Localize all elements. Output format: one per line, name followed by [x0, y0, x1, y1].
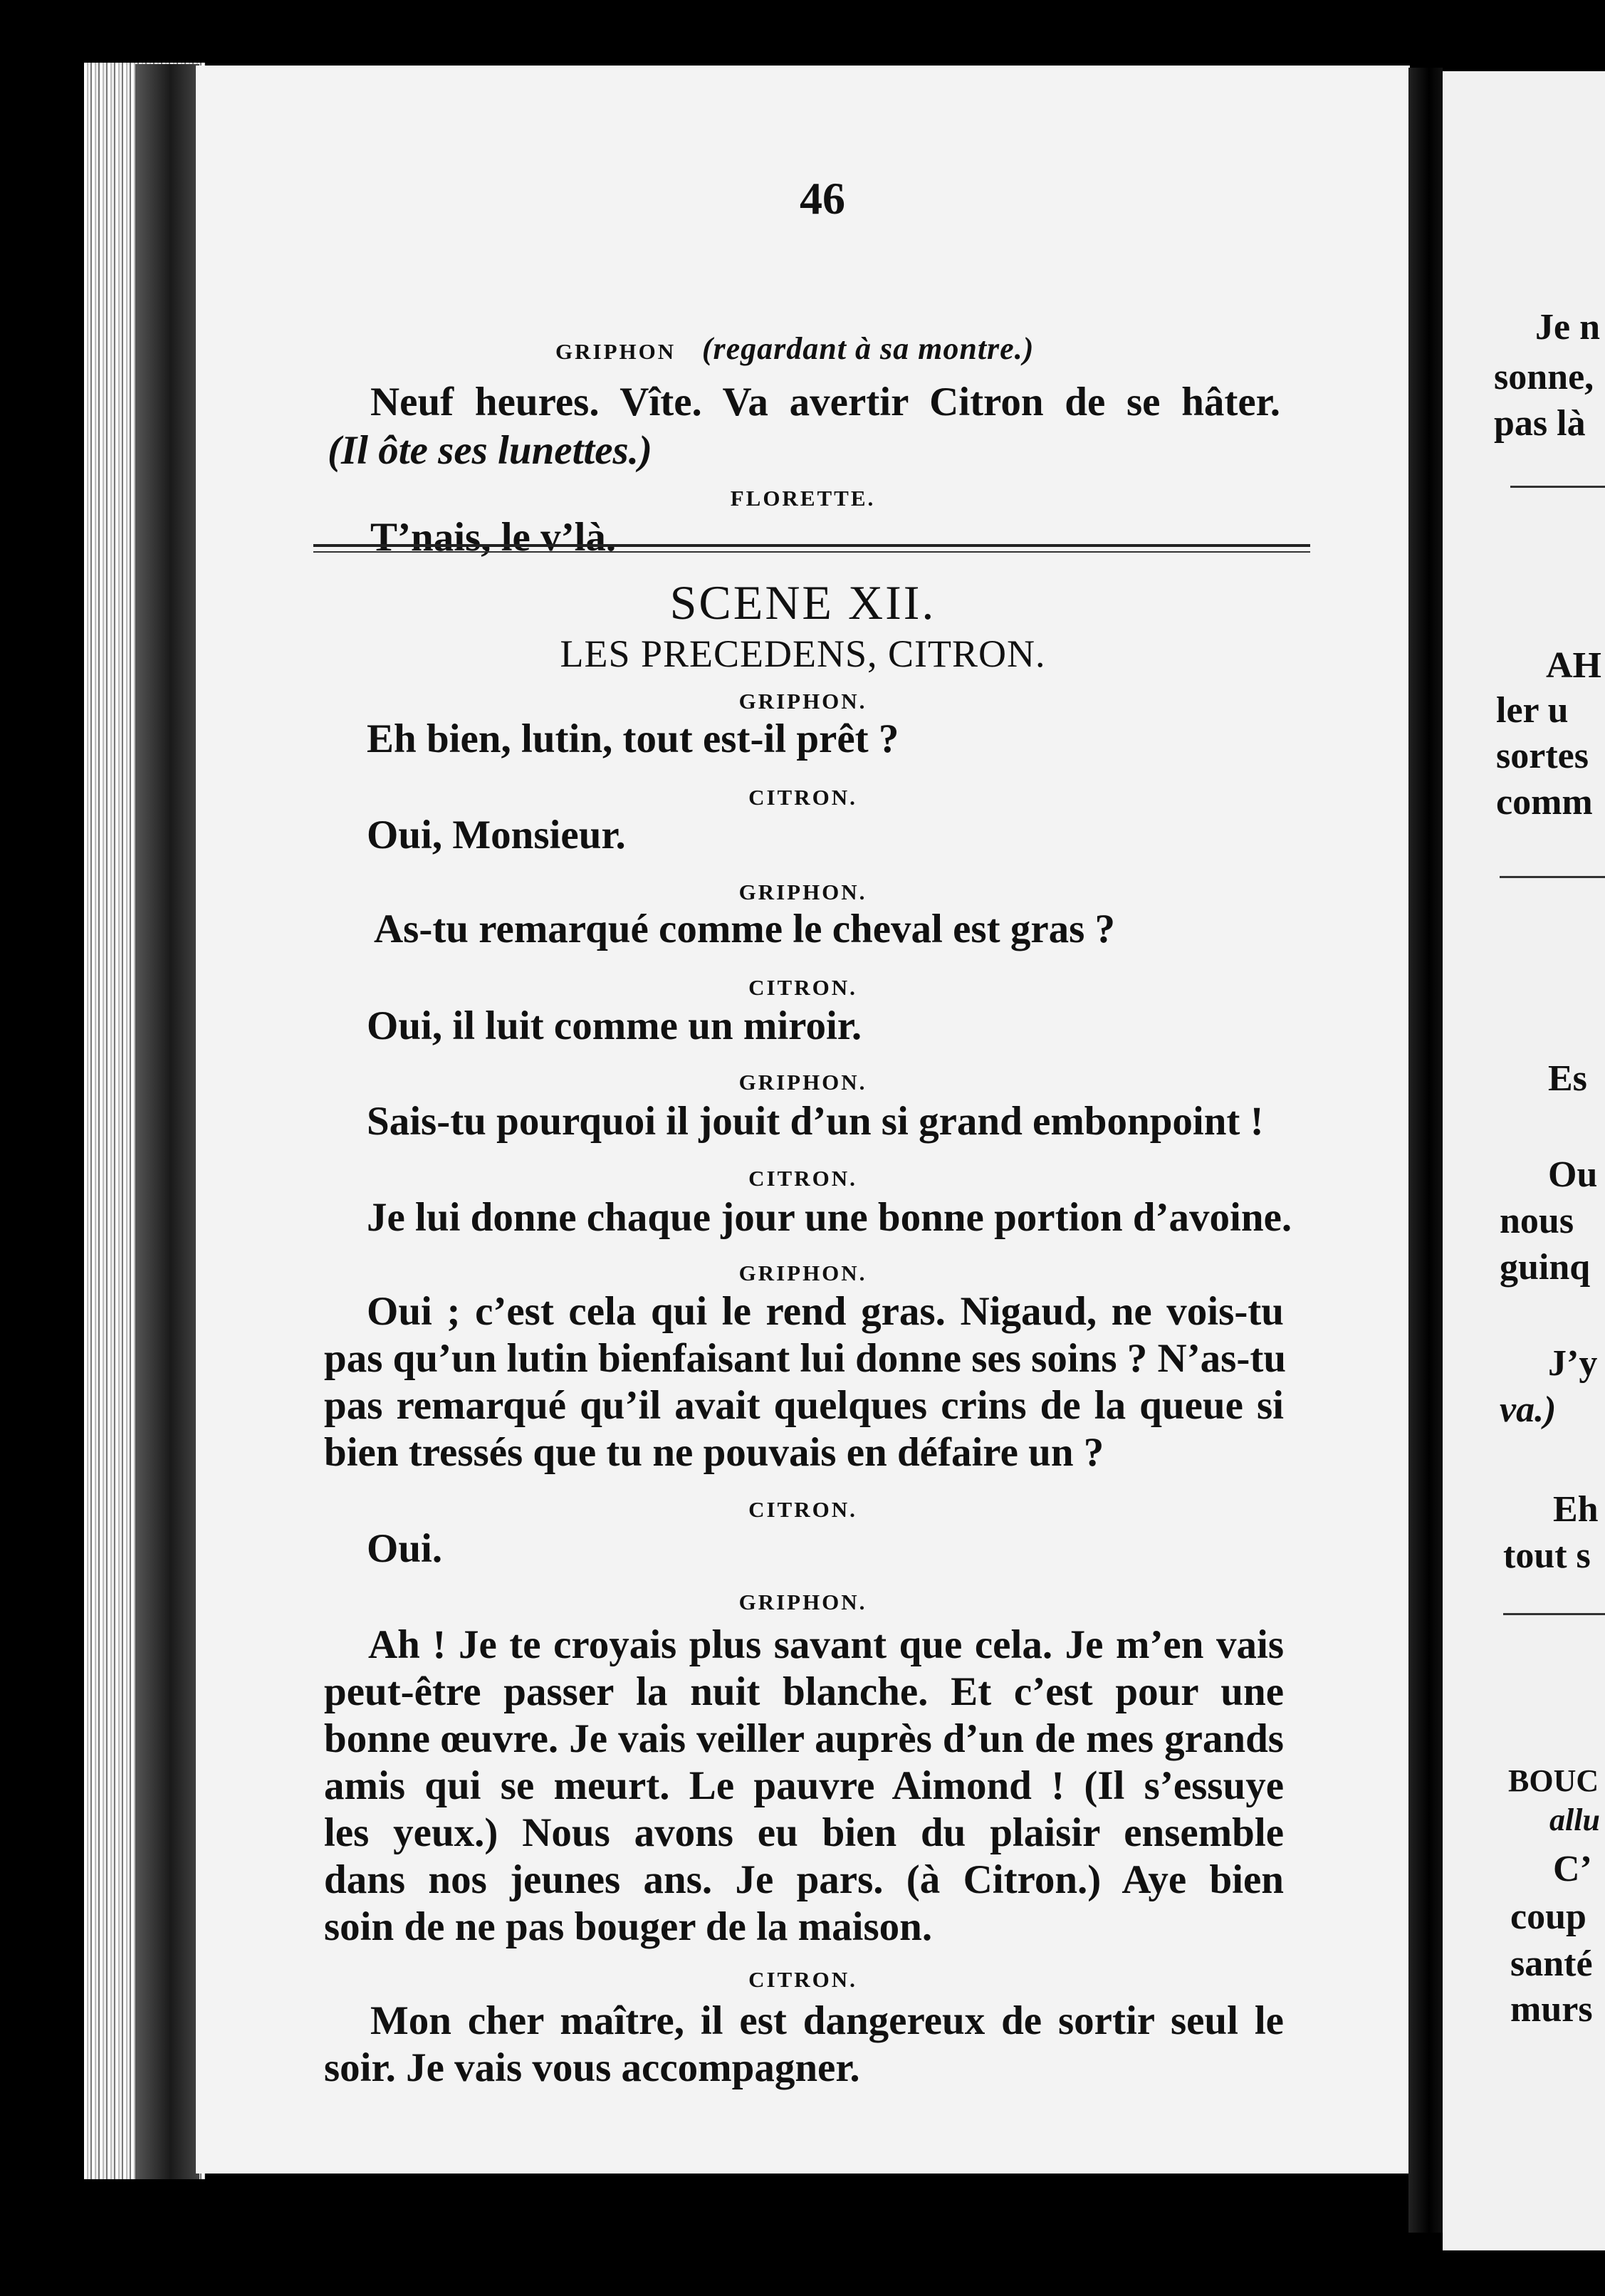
dialogue-line: dans nos jeunes ans. Je pars. (à Citron.) Aye bien — [324, 1857, 1284, 1902]
fragment-text: guinq — [1500, 1247, 1591, 1288]
fragment-text: coup — [1510, 1896, 1586, 1937]
speaker-label: CITRON. — [748, 785, 857, 810]
dialogue-line: pas remarqué qu’il avait quelques crins de la queue si — [324, 1383, 1284, 1428]
dialogue-line: amis qui se meurt. Le pauvre Aimond ! (Il s’essuye — [324, 1763, 1284, 1808]
fragment-text: allu — [1549, 1802, 1600, 1837]
fragment-text: ler u — [1496, 690, 1569, 731]
stage-direction: (regardant à sa montre.) — [701, 331, 1035, 366]
speaker-label: CITRON. — [748, 1497, 857, 1522]
dialogue-line: Mon cher maître, il est dangereux de sortir seul le — [370, 1998, 1284, 2043]
dialogue-line: soir. Je vais vous accompagner. — [324, 2045, 860, 2090]
fragment-text: va.) — [1500, 1389, 1557, 1430]
dialogue-line: Oui, il luit comme un miroir. — [367, 1003, 862, 1048]
fragment-text: Es — [1548, 1058, 1587, 1099]
speaker-label: GRIPHON. — [738, 1590, 867, 1614]
fragment-text: J’y — [1548, 1343, 1598, 1384]
book-page — [196, 66, 1410, 2174]
section-divider-thin — [313, 551, 1310, 553]
speaker-label: FLORETTE. — [730, 486, 876, 511]
dialogue-line: Oui. — [367, 1526, 443, 1571]
fragment-text: pas là — [1494, 403, 1586, 444]
speaker-label: GRIPHON. — [738, 689, 867, 714]
section-divider — [313, 544, 1310, 547]
spine-shadow — [135, 64, 199, 2179]
speaker-label: CITRON. — [748, 975, 857, 1000]
dialogue-line: peut-être passer la nuit blanche. Et c’est pour une — [324, 1669, 1284, 1714]
fragment-text: C’ — [1553, 1849, 1592, 1889]
dialogue-line: Eh bien, lutin, tout est-il prêt ? — [367, 716, 899, 761]
stage-direction: (Il ôte ses lunettes.) — [328, 428, 652, 473]
fragment-text: nous — [1500, 1201, 1574, 1241]
scene-title: SCENE XII. — [669, 575, 936, 630]
fragment-text: santé — [1510, 1943, 1593, 1984]
dialogue-line: soin de ne pas bouger de la maison. — [324, 1904, 933, 1949]
fragment-text: Ou — [1548, 1154, 1598, 1195]
fragment-text: AH — [1546, 645, 1601, 686]
scene-characters: LES PRECEDENS, CITRON. — [560, 632, 1046, 675]
fragment-text: murs — [1510, 1989, 1593, 2030]
speaker-label: GRIPHON. — [738, 1261, 867, 1285]
fragment-text: sonne, — [1494, 357, 1594, 397]
fragment-text: comm — [1496, 782, 1593, 823]
section-divider — [1510, 486, 1605, 488]
fragment-text: Je n — [1535, 307, 1600, 348]
dialogue-line: Sais-tu pourquoi il jouit d’un si grand embonpoint ! — [367, 1099, 1264, 1144]
facing-page — [1443, 71, 1605, 2250]
speaker-label: CITRON. — [748, 1967, 857, 1992]
fragment-text: tout s — [1503, 1535, 1591, 1576]
section-divider — [1503, 1613, 1605, 1615]
dialogue-line: Je lui donne chaque jour une bonne portion d’avoine. — [367, 1195, 1292, 1240]
dialogue-line: Oui, Monsieur. — [367, 813, 626, 857]
dialogue-line: bonne œuvre. Je vais veiller auprès d’un de mes grands — [324, 1716, 1284, 1761]
speaker-label: GRIPHON — [555, 339, 676, 364]
speaker-label: GRIPHON. — [738, 1070, 867, 1095]
dialogue-line: bien tressés que tu ne pouvais en défaire un ? — [324, 1430, 1104, 1475]
book-gutter — [1408, 68, 1443, 2233]
dialogue-line: T’nais, le v’là. — [370, 515, 617, 560]
page-number: 46 — [800, 173, 845, 224]
section-divider — [1500, 876, 1605, 878]
dialogue-line: As-tu remarqué comme le cheval est gras ? — [374, 907, 1116, 951]
dialogue-line: Ah ! Je te croyais plus savant que cela. Je m’en vais — [368, 1622, 1284, 1667]
dialogue-line: Oui ; c’est cela qui le rend gras. Nigaud, ne vois-tu — [367, 1289, 1284, 1334]
speaker-griphon-top — [555, 330, 1125, 367]
dialogue-line: les yeux.) Nous avons eu bien du plaisir ensemble — [324, 1810, 1284, 1855]
speaker-label: CITRON. — [748, 1166, 857, 1191]
fragment-text: sortes — [1496, 736, 1589, 776]
fragment-text: BOUC — [1508, 1763, 1599, 1798]
dialogue-line: Neuf heures. Vîte. Va avertir Citron de se hâter. — [370, 380, 1280, 424]
dialogue-line: pas qu’un lutin bienfaisant lui donne ses soins ? N’as-tu — [324, 1336, 1287, 1381]
fragment-text: Eh — [1553, 1489, 1599, 1530]
speaker-label: GRIPHON. — [738, 880, 867, 904]
